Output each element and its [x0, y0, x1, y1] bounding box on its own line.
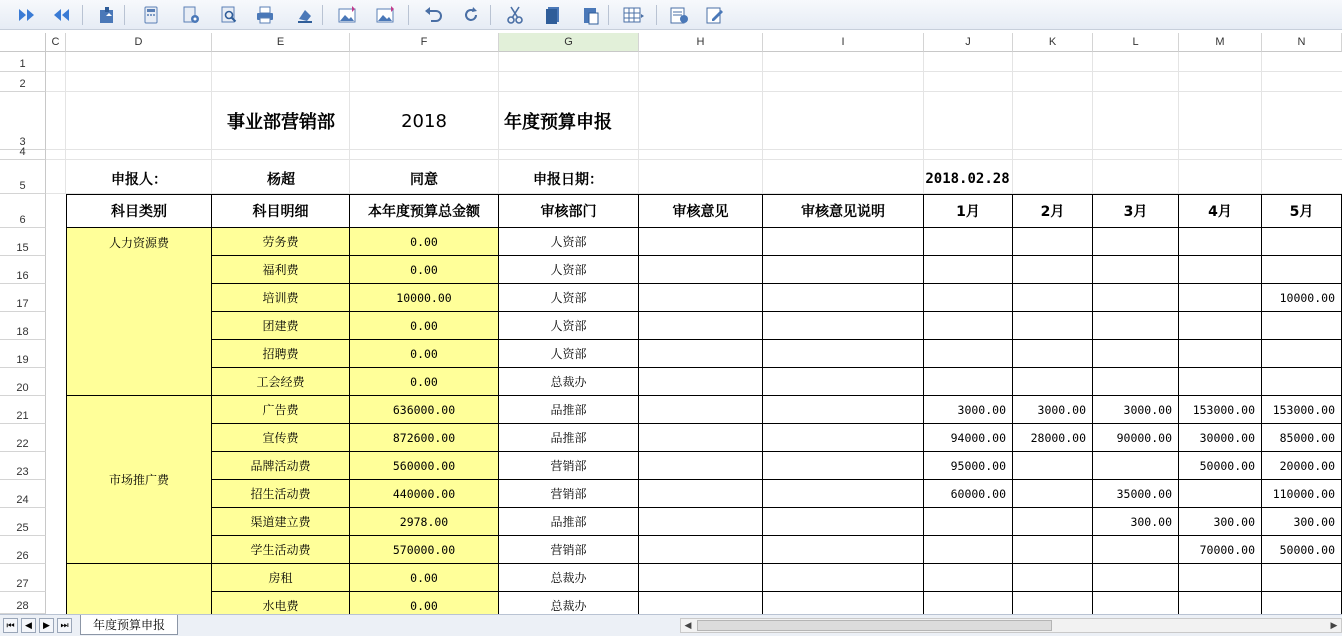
- opinion-note-cell[interactable]: [763, 564, 924, 592]
- opinion-cell[interactable]: [639, 480, 763, 508]
- toolbar-separator: [608, 5, 609, 25]
- month-cell[interactable]: [1013, 592, 1093, 614]
- grid-button[interactable]: [620, 2, 646, 28]
- month-cell[interactable]: [1093, 228, 1179, 256]
- month-cell[interactable]: 3000.00: [1093, 396, 1179, 424]
- month-cell[interactable]: 20000.00: [1262, 452, 1342, 480]
- column-header-j[interactable]: J: [924, 33, 1013, 52]
- sheet-tab[interactable]: 年度预算申报: [80, 615, 178, 635]
- item-cell[interactable]: 团建费: [212, 312, 350, 340]
- month-cell[interactable]: [1179, 592, 1262, 614]
- dept-cell[interactable]: 营销部: [499, 536, 639, 564]
- item-cell[interactable]: 宣传费: [212, 424, 350, 452]
- month-cell[interactable]: [1013, 228, 1093, 256]
- dept-cell[interactable]: 总裁办: [499, 564, 639, 592]
- table-header-cell[interactable]: 科目类别: [66, 194, 212, 228]
- month-cell[interactable]: [1093, 592, 1179, 614]
- prev-sheet-button[interactable]: ◀: [21, 618, 36, 633]
- total-cell[interactable]: 0.00: [350, 368, 499, 396]
- applicant-label[interactable]: 申报人：: [111, 172, 167, 188]
- month-cell[interactable]: [924, 228, 1013, 256]
- month-cell[interactable]: 90000.00: [1093, 424, 1179, 452]
- total-cell[interactable]: 636000.00: [350, 396, 499, 424]
- month-cell[interactable]: [1179, 312, 1262, 340]
- row-header-23[interactable]: 23: [0, 452, 46, 480]
- form-icon: [668, 4, 690, 26]
- opinion-cell[interactable]: [639, 592, 763, 614]
- table-header-cell[interactable]: 审核意见: [639, 194, 763, 228]
- column-header-k[interactable]: K: [1013, 33, 1093, 52]
- total-cell[interactable]: 872600.00: [350, 424, 499, 452]
- first-sheet-button[interactable]: ⏮: [3, 618, 18, 633]
- approval-status[interactable]: 同意: [410, 172, 438, 188]
- month-cell[interactable]: [1013, 340, 1093, 368]
- table-header-cell[interactable]: 本年度预算总金额: [350, 194, 499, 228]
- month-cell[interactable]: [924, 536, 1013, 564]
- month-cell[interactable]: [1262, 368, 1342, 396]
- total-cell[interactable]: 0.00: [350, 256, 499, 284]
- opinion-note-cell[interactable]: [763, 508, 924, 536]
- insert-image-icon: [336, 4, 358, 26]
- table-header-cell[interactable]: 2月: [1013, 194, 1093, 228]
- settings-button[interactable]: [178, 2, 204, 28]
- month-cell[interactable]: 28000.00: [1013, 424, 1093, 452]
- month-cell[interactable]: [1093, 452, 1179, 480]
- month-cell[interactable]: [924, 592, 1013, 614]
- opinion-cell[interactable]: [639, 284, 763, 312]
- paste-export-icon: [96, 4, 118, 26]
- month-cell[interactable]: 95000.00: [924, 452, 1013, 480]
- item-cell[interactable]: 品牌活动费: [212, 452, 350, 480]
- month-cell[interactable]: 300.00: [1262, 508, 1342, 536]
- row-header-25[interactable]: 25: [0, 508, 46, 536]
- gridline: [46, 159, 1342, 160]
- paste-export-button[interactable]: [94, 2, 120, 28]
- column-header-m[interactable]: M: [1179, 33, 1262, 52]
- copy-icon: [542, 4, 564, 26]
- item-cell[interactable]: 劳务费: [212, 228, 350, 256]
- dept-cell[interactable]: 人资部: [499, 228, 639, 256]
- total-cell[interactable]: 10000.00: [350, 284, 499, 312]
- item-cell[interactable]: 渠道建立费: [212, 508, 350, 536]
- month-cell[interactable]: [1093, 536, 1179, 564]
- preview-button[interactable]: [216, 2, 242, 28]
- item-cell[interactable]: 广告费: [212, 396, 350, 424]
- copy-button[interactable]: [540, 2, 566, 28]
- category-cell[interactable]: [66, 564, 212, 614]
- refresh-icon: [460, 4, 482, 26]
- title-suffix[interactable]: 年度预算申报: [504, 112, 612, 133]
- edit-button[interactable]: [702, 2, 728, 28]
- back-button[interactable]: [48, 2, 74, 28]
- insert-image-button[interactable]: [334, 2, 360, 28]
- dept-cell[interactable]: 品推部: [499, 424, 639, 452]
- forward-button[interactable]: [14, 2, 40, 28]
- edit-icon: [704, 4, 726, 26]
- opinion-cell[interactable]: [639, 228, 763, 256]
- opinion-note-cell[interactable]: [763, 592, 924, 614]
- month-cell[interactable]: 300.00: [1179, 508, 1262, 536]
- opinion-note-cell[interactable]: [763, 312, 924, 340]
- toolbar-separator: [490, 5, 491, 25]
- next-sheet-button[interactable]: ▶: [39, 618, 54, 633]
- row-header-4[interactable]: 4: [0, 150, 46, 160]
- table-header-cell[interactable]: 科目明细: [212, 194, 350, 228]
- total-cell[interactable]: 2978.00: [350, 508, 499, 536]
- opinion-note-cell[interactable]: [763, 424, 924, 452]
- row-header-5[interactable]: 5: [0, 160, 46, 194]
- opinion-cell[interactable]: [639, 396, 763, 424]
- refresh-button[interactable]: [458, 2, 484, 28]
- dept-cell[interactable]: 人资部: [499, 340, 639, 368]
- dept-cell[interactable]: 总裁办: [499, 368, 639, 396]
- gridline: [46, 193, 1342, 194]
- month-cell[interactable]: [1013, 452, 1093, 480]
- month-cell[interactable]: [1013, 368, 1093, 396]
- row-header-17[interactable]: 17: [0, 284, 46, 312]
- toolbar: [0, 0, 1342, 30]
- month-cell[interactable]: [1093, 256, 1179, 284]
- item-cell[interactable]: 福利费: [212, 256, 350, 284]
- paste-button[interactable]: [578, 2, 604, 28]
- gridline: [46, 149, 1342, 150]
- date-label[interactable]: 申报日期：: [533, 172, 603, 188]
- toolbar-separator: [408, 5, 409, 25]
- month-cell[interactable]: [1262, 312, 1342, 340]
- gridline: [762, 52, 763, 194]
- fill-button[interactable]: [292, 2, 318, 28]
- row-header-22[interactable]: 22: [0, 424, 46, 452]
- dept-cell[interactable]: 营销部: [499, 480, 639, 508]
- month-cell[interactable]: [1013, 312, 1093, 340]
- column-header-i[interactable]: I: [763, 33, 924, 52]
- back-icon: [50, 4, 72, 26]
- month-cell[interactable]: [1179, 284, 1262, 312]
- month-cell[interactable]: [924, 284, 1013, 312]
- table-header-cell[interactable]: 审核部门: [499, 194, 639, 228]
- dept-cell[interactable]: 人资部: [499, 256, 639, 284]
- month-cell[interactable]: 30000.00: [1179, 424, 1262, 452]
- opinion-note-cell[interactable]: [763, 452, 924, 480]
- preview-icon: [218, 4, 240, 26]
- gridline: [211, 52, 212, 194]
- item-cell[interactable]: 招聘费: [212, 340, 350, 368]
- opinion-cell[interactable]: [639, 368, 763, 396]
- opinion-note-cell[interactable]: [763, 536, 924, 564]
- month-cell[interactable]: [1093, 564, 1179, 592]
- month-cell[interactable]: 85000.00: [1262, 424, 1342, 452]
- month-cell[interactable]: [1262, 592, 1342, 614]
- scroll-left-icon[interactable]: ◀: [684, 620, 692, 631]
- month-cell[interactable]: [924, 368, 1013, 396]
- month-cell[interactable]: [1262, 340, 1342, 368]
- month-cell[interactable]: 110000.00: [1262, 480, 1342, 508]
- month-cell[interactable]: [924, 312, 1013, 340]
- row-header-19[interactable]: 19: [0, 340, 46, 368]
- gridline: [46, 71, 1342, 72]
- month-cell[interactable]: [1093, 284, 1179, 312]
- total-cell[interactable]: 0.00: [350, 340, 499, 368]
- opinion-note-cell[interactable]: [763, 256, 924, 284]
- image-settings-icon: [374, 4, 396, 26]
- sheet-bar: [0, 614, 1342, 636]
- row-header-16[interactable]: 16: [0, 256, 46, 284]
- total-cell[interactable]: 560000.00: [350, 452, 499, 480]
- opinion-note-cell[interactable]: [763, 228, 924, 256]
- row-header-3[interactable]: 3: [0, 92, 46, 150]
- opinion-cell[interactable]: [639, 424, 763, 452]
- month-cell[interactable]: [1179, 564, 1262, 592]
- forward-icon: [16, 4, 38, 26]
- month-cell[interactable]: [1179, 228, 1262, 256]
- column-header-l[interactable]: L: [1093, 33, 1179, 52]
- month-cell[interactable]: [1179, 256, 1262, 284]
- title-dept[interactable]: 事业部营销部: [227, 112, 335, 133]
- undo-button[interactable]: [420, 2, 446, 28]
- row-header-6[interactable]: 6: [0, 194, 46, 228]
- opinion-note-cell[interactable]: [763, 368, 924, 396]
- category-cell[interactable]: 市场推广费: [66, 396, 212, 564]
- item-cell[interactable]: 水电费: [212, 592, 350, 614]
- image-settings-button[interactable]: [372, 2, 398, 28]
- cut-icon: [504, 4, 526, 26]
- row-header-24[interactable]: 24: [0, 480, 46, 508]
- category-cell[interactable]: 人力资源费: [66, 228, 212, 396]
- month-cell[interactable]: [924, 564, 1013, 592]
- print-icon: [254, 4, 276, 26]
- gridline: [65, 52, 66, 194]
- month-cell[interactable]: [924, 508, 1013, 536]
- calculator-button[interactable]: [138, 2, 164, 28]
- row-header-21[interactable]: 21: [0, 396, 46, 424]
- opinion-cell[interactable]: [639, 508, 763, 536]
- month-cell[interactable]: 50000.00: [1179, 452, 1262, 480]
- opinion-cell[interactable]: [639, 564, 763, 592]
- column-header-g[interactable]: G: [499, 33, 639, 52]
- dept-cell[interactable]: 人资部: [499, 284, 639, 312]
- dept-cell[interactable]: 品推部: [499, 508, 639, 536]
- column-header-c[interactable]: C: [46, 33, 66, 52]
- row-header-26[interactable]: 26: [0, 536, 46, 564]
- item-cell[interactable]: 招生活动费: [212, 480, 350, 508]
- cut-button[interactable]: [502, 2, 528, 28]
- month-cell[interactable]: [1179, 340, 1262, 368]
- submit-date[interactable]: 2018.02.28: [925, 171, 1010, 187]
- applicant-name[interactable]: 杨超: [267, 172, 295, 188]
- month-cell[interactable]: [1013, 256, 1093, 284]
- gridline: [923, 52, 924, 194]
- dept-cell[interactable]: 总裁办: [499, 592, 639, 614]
- gridline: [638, 52, 639, 194]
- month-cell[interactable]: [1262, 256, 1342, 284]
- month-cell[interactable]: [924, 256, 1013, 284]
- gridline: [1261, 52, 1262, 194]
- settings-icon: [180, 4, 202, 26]
- month-cell[interactable]: [1093, 368, 1179, 396]
- gridline: [498, 52, 499, 194]
- calculator-icon: [140, 4, 162, 26]
- print-button[interactable]: [252, 2, 278, 28]
- column-header-n[interactable]: N: [1262, 33, 1342, 52]
- gridline: [1178, 52, 1179, 194]
- total-cell[interactable]: 570000.00: [350, 536, 499, 564]
- column-header-f[interactable]: F: [350, 33, 499, 52]
- scroll-right-icon[interactable]: ▶: [1330, 620, 1338, 631]
- toolbar-separator: [82, 5, 83, 25]
- toolbar-separator: [124, 5, 125, 25]
- month-cell[interactable]: [924, 340, 1013, 368]
- dept-cell[interactable]: 营销部: [499, 452, 639, 480]
- opinion-cell[interactable]: [639, 312, 763, 340]
- item-cell[interactable]: 培训费: [212, 284, 350, 312]
- gridline: [349, 52, 350, 194]
- opinion-note-cell[interactable]: [763, 284, 924, 312]
- horizontal-scrollbar[interactable]: [680, 618, 1342, 633]
- opinion-note-cell[interactable]: [763, 480, 924, 508]
- table-header-cell[interactable]: 4月: [1179, 194, 1262, 228]
- table-header-cell[interactable]: 1月: [924, 194, 1013, 228]
- row-header-2[interactable]: 2: [0, 72, 46, 92]
- row-header-15[interactable]: 15: [0, 228, 46, 256]
- month-cell[interactable]: [1013, 564, 1093, 592]
- opinion-note-cell[interactable]: [763, 340, 924, 368]
- select-all-corner[interactable]: [0, 33, 46, 52]
- fill-icon: [294, 4, 316, 26]
- table-header-cell[interactable]: 审核意见说明: [763, 194, 924, 228]
- opinion-cell[interactable]: [639, 452, 763, 480]
- month-cell[interactable]: 3000.00: [924, 396, 1013, 424]
- month-cell[interactable]: 3000.00: [1013, 396, 1093, 424]
- column-header-e[interactable]: E: [212, 33, 350, 52]
- column-header-h[interactable]: H: [639, 33, 763, 52]
- toolbar-separator: [322, 5, 323, 25]
- undo-icon: [422, 4, 444, 26]
- dept-cell[interactable]: 品推部: [499, 396, 639, 424]
- month-cell[interactable]: 94000.00: [924, 424, 1013, 452]
- month-cell[interactable]: [1093, 340, 1179, 368]
- month-cell[interactable]: 50000.00: [1262, 536, 1342, 564]
- gridline: [1012, 52, 1013, 194]
- toolbar-separator: [656, 5, 657, 25]
- item-cell[interactable]: 学生活动费: [212, 536, 350, 564]
- scroll-thumb[interactable]: [697, 620, 1052, 631]
- month-cell[interactable]: 153000.00: [1262, 396, 1342, 424]
- form-button[interactable]: [666, 2, 692, 28]
- month-cell[interactable]: 60000.00: [924, 480, 1013, 508]
- row-header-27[interactable]: 27: [0, 564, 46, 592]
- row-header-20[interactable]: 20: [0, 368, 46, 396]
- row-header-28[interactable]: 28: [0, 592, 46, 614]
- total-cell[interactable]: 0.00: [350, 564, 499, 592]
- item-cell[interactable]: 工会经费: [212, 368, 350, 396]
- gridline: [1092, 52, 1093, 194]
- opinion-cell[interactable]: [639, 256, 763, 284]
- grid-icon: [622, 4, 644, 26]
- sheet-grid: [46, 52, 1342, 614]
- opinion-cell[interactable]: [639, 536, 763, 564]
- paste-icon: [580, 4, 602, 26]
- month-cell[interactable]: [1179, 368, 1262, 396]
- month-cell[interactable]: 35000.00: [1093, 480, 1179, 508]
- opinion-note-cell[interactable]: [763, 396, 924, 424]
- table-header-cell[interactable]: 5月: [1262, 194, 1342, 228]
- month-cell[interactable]: 300.00: [1093, 508, 1179, 536]
- month-cell[interactable]: 10000.00: [1262, 284, 1342, 312]
- month-cell[interactable]: [1013, 284, 1093, 312]
- total-cell[interactable]: 0.00: [350, 592, 499, 614]
- row-header-1[interactable]: 1: [0, 52, 46, 72]
- title-year[interactable]: 2018: [401, 110, 447, 132]
- dept-cell[interactable]: 人资部: [499, 312, 639, 340]
- opinion-cell[interactable]: [639, 340, 763, 368]
- total-cell[interactable]: 0.00: [350, 228, 499, 256]
- table-header-cell[interactable]: 3月: [1093, 194, 1179, 228]
- total-cell[interactable]: 440000.00: [350, 480, 499, 508]
- month-cell[interactable]: [1013, 508, 1093, 536]
- column-header-d[interactable]: D: [66, 33, 212, 52]
- gridline: [46, 91, 1342, 92]
- month-cell[interactable]: [1013, 480, 1093, 508]
- month-cell[interactable]: [1179, 480, 1262, 508]
- month-cell[interactable]: [1013, 536, 1093, 564]
- last-sheet-button[interactable]: ⏭: [57, 618, 72, 633]
- item-cell[interactable]: 房租: [212, 564, 350, 592]
- month-cell[interactable]: 153000.00: [1179, 396, 1262, 424]
- month-cell[interactable]: [1262, 228, 1342, 256]
- month-cell[interactable]: [1093, 312, 1179, 340]
- month-cell[interactable]: [1262, 564, 1342, 592]
- month-cell[interactable]: 70000.00: [1179, 536, 1262, 564]
- total-cell[interactable]: 0.00: [350, 312, 499, 340]
- row-header-18[interactable]: 18: [0, 312, 46, 340]
